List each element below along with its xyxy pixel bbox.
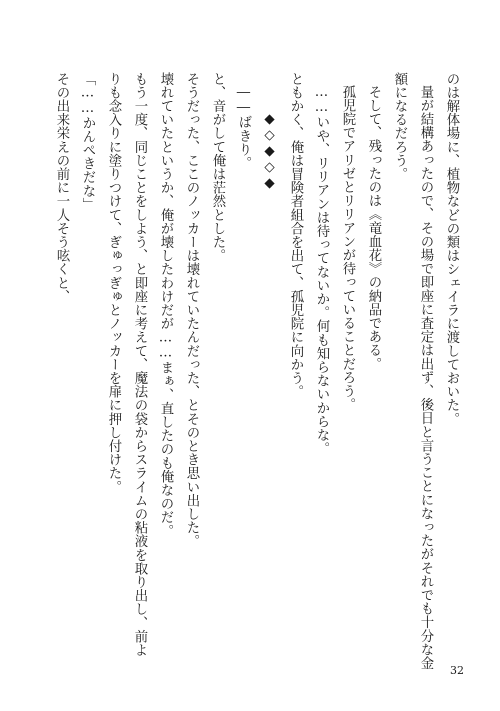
text-line: その出来栄えの前に一人そう呟くと、 [54,72,69,304]
text-line: と、音がして俺は茫然とした。 [210,72,225,263]
text-line: りも念入りに塗りつけて、ぎゅっぎゅとノッカーを扉に押し付けた。 [106,72,121,494]
text-line: 「……かんぺきだな」 [80,72,95,212]
text-line: そして、残ったのは《竜血花》の納品である。 [366,85,381,371]
text-line: ……いや、リリアンは待ってないか。何も知らないからな。 [314,85,329,456]
text-line: ともかく、俺は冒険者組合を出て、孤児院に向かう。 [288,72,303,399]
text-line: 孤児院でアリゼとリリアンが待っていることだろう。 [340,85,355,412]
text-line: 壊れていたというか、俺が壊したわけだが……まぁ、直したのも俺なのだ。 [158,72,173,538]
text-line: 量が結構あったので、その場で即座に査定は出ず、後日と言うことになったがそれでも十分な金 [418,85,433,671]
text-line: のは解体場に、植物などの類はシェイラに渡しておいた。 [444,72,459,426]
text-line: ――ばきり。 [236,85,251,171]
text-line: もう一度、同じことをしよう、と即座に考えて、魔法の袋からスライムの粘液を取り出し、前よ [132,72,147,657]
page-number: 32 [450,664,464,677]
text-line: 額になるだろう。 [392,72,407,181]
section-separator: ◆◇◆◇◆ [262,112,277,192]
text-line: そうだった、ここのノッカーは壊れていたんだった、とそのとき思い出した。 [184,72,199,548]
